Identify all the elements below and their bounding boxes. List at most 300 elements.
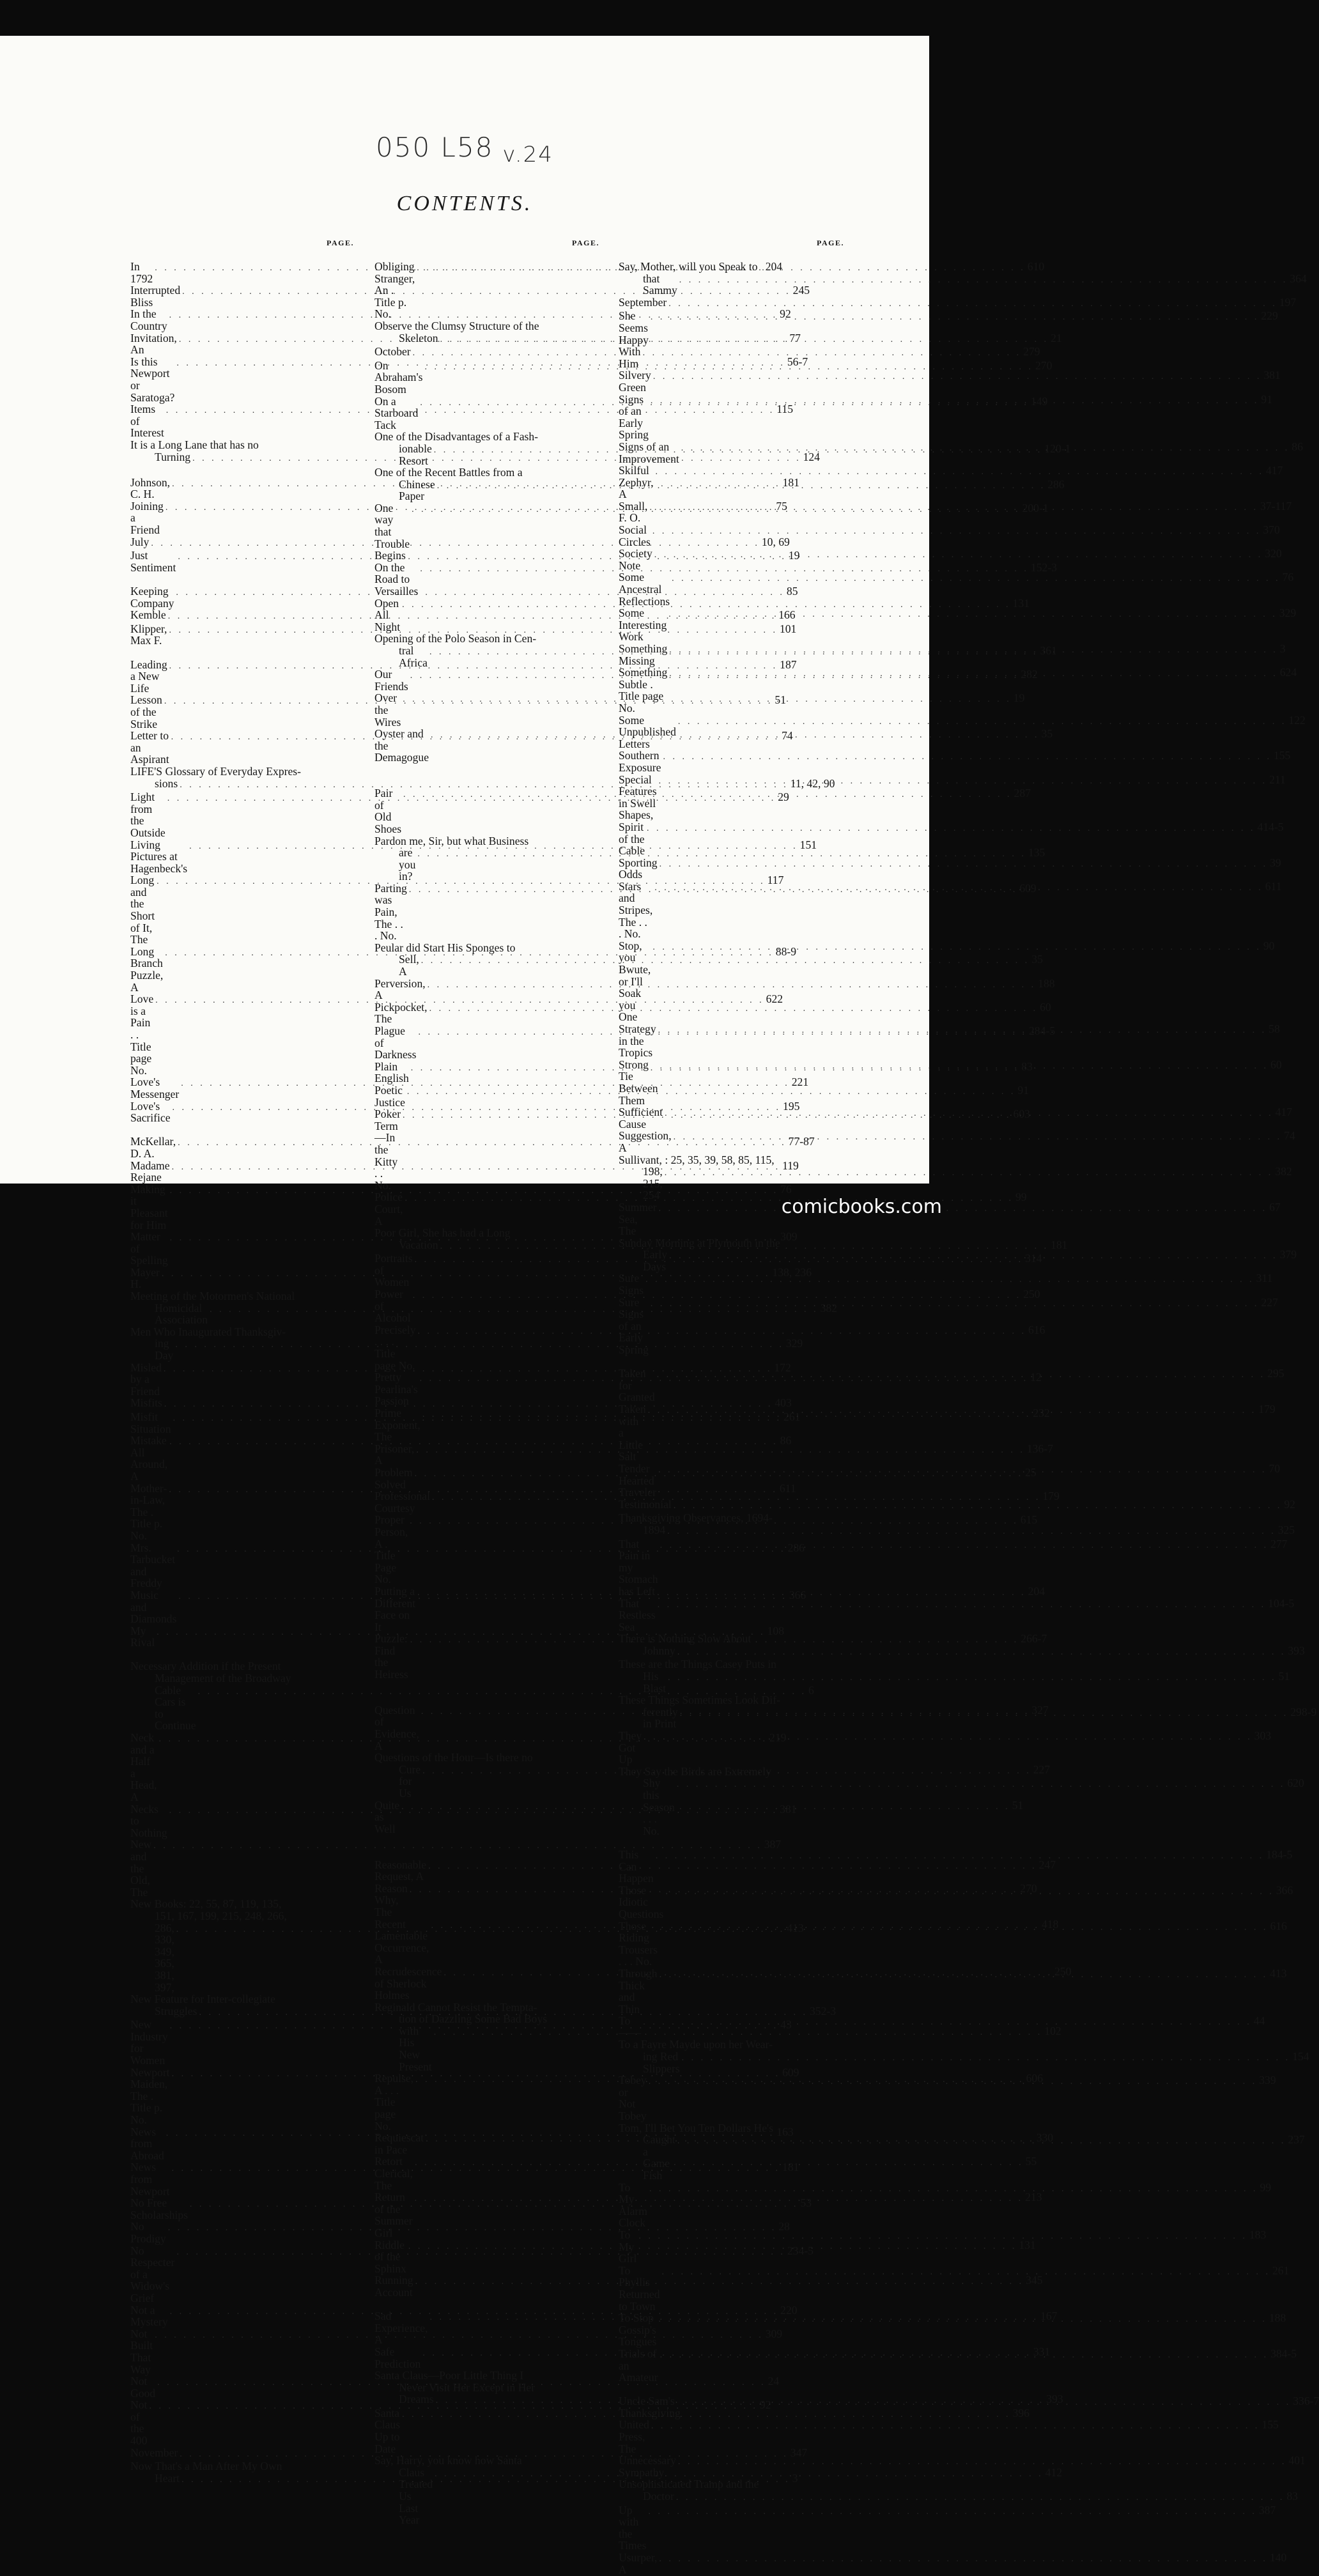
leader-dots <box>660 2350 1269 2362</box>
column-header-page: PAGE. <box>572 238 599 247</box>
entry-title: New and the Old, The <box>130 1838 155 1899</box>
leader-dots <box>667 1526 1276 1538</box>
leader-dots <box>668 1672 1277 1685</box>
entry-title-continued: Struggles <box>155 2004 197 2017</box>
entry-page-number: 413 <box>1270 1966 1287 1980</box>
entry-title: Keeping Company <box>130 585 174 610</box>
entry-page-number: 88-9 <box>775 945 797 958</box>
entry-title: Some Unpublished Letters <box>619 713 679 750</box>
entry-title-continued: tral Africa <box>399 644 428 669</box>
entry-page-number: 229 <box>1261 309 1278 323</box>
entry-line <box>374 431 599 443</box>
entry-line <box>374 953 1043 978</box>
entry-line <box>130 1672 354 1685</box>
entry-page-number: 131 <box>1012 596 1030 610</box>
entry-title-continued: that Sammy <box>643 272 677 297</box>
entry-page-number: 298-9 <box>1290 1705 1317 1718</box>
entry-page-number: 347 <box>790 2446 808 2459</box>
entry-page-number: 6 <box>808 1683 814 1697</box>
entry-page-number: 154 <box>1292 2050 1309 2063</box>
entry-title: To Phyllis Returned to Town <box>619 2264 663 2313</box>
entry-line <box>619 2490 1298 2504</box>
entry-page-number: 99 <box>1015 1191 1027 1204</box>
entry-page-number: 221 <box>791 1076 809 1089</box>
entry-page-number: 234-5 <box>787 2244 814 2257</box>
entry-line <box>374 1227 599 1239</box>
leader-dots <box>638 2231 1247 2243</box>
entry-page-number: 172 <box>774 1361 791 1374</box>
entry-title: Stop, you Bwute, or I'll Soak you One <box>619 939 654 1024</box>
entry-page-number: 70 <box>1269 1462 1281 1475</box>
entry-page-number: 279 <box>1023 345 1040 359</box>
entry-line <box>619 1633 844 1645</box>
entry-title: Poker Term—In the Kitty . . No. <box>374 1107 404 1192</box>
entry-line <box>619 1237 844 1249</box>
contents-entry <box>619 2478 1298 2504</box>
entry-title: These are the Things Casey Puts in <box>619 1658 776 1671</box>
entry-page-number: 266-7 <box>1021 1632 1047 1646</box>
entry-page-number: 287 <box>1014 787 1031 800</box>
entry-page-number: 77 <box>789 331 801 344</box>
entry-page-number: 284-5 <box>1028 1024 1056 1037</box>
entry-title: Love is a Pain . . Title page No. <box>130 992 157 1077</box>
entry-page-number: 320 <box>1265 547 1282 560</box>
entry-line <box>619 272 1307 297</box>
entry-title: Pickpocket, The <box>374 1000 430 1026</box>
entry-page-number: 91 <box>1261 392 1273 406</box>
entry-page-number: 611 <box>1265 879 1282 893</box>
entry-page-number: 181 <box>782 2161 799 2174</box>
entry-title: Skilful Zephyr, A <box>619 464 656 501</box>
entry-page-number: 232 <box>1033 1407 1050 1419</box>
leader-dots <box>660 1540 1269 1552</box>
entry-title: Oyster and the Demagogue <box>374 727 429 764</box>
entry-page-number: 11, 42, 90 <box>790 776 835 790</box>
entry-title: Professional Courtesy <box>374 1490 433 1515</box>
entry-title: Unsophisticated Tramp and the <box>619 2478 759 2491</box>
entry-title: Sad Experience, A <box>374 2310 430 2347</box>
entry-page-number: 67 <box>1269 1200 1281 1214</box>
entry-title: Some Interesting Work <box>619 606 670 644</box>
entry-title: Misled by a Friend <box>130 1361 165 1398</box>
entry-page-number: 183 <box>1249 2228 1267 2241</box>
entry-title: Running Account <box>374 2274 416 2299</box>
entry-line <box>619 1729 1272 1766</box>
entry-line <box>619 2050 1309 2075</box>
entry-title: She Seems Happy With Him <box>619 309 651 370</box>
entry-title: Opening of the Polo Season in Cen- <box>374 632 537 645</box>
entry-page-number: 75 <box>776 499 787 513</box>
entry-title: Portraits of Women <box>374 1252 416 1289</box>
entry-line <box>619 2478 844 2490</box>
entry-line <box>374 2001 599 2014</box>
contents-entry <box>619 1129 1295 1154</box>
section-gap <box>374 2299 599 2311</box>
entry-line <box>619 295 1297 311</box>
entry-line <box>619 606 1297 644</box>
entry-page-number: 624 <box>1279 666 1297 679</box>
entry-page-number: 55 <box>1025 2155 1037 2168</box>
entry-title: Neck and a Half a Head, A <box>130 1731 159 1803</box>
entry-page-number: 188 <box>1038 976 1055 990</box>
entry-page-number: 140 <box>1269 2551 1287 2564</box>
leader-dots <box>658 2314 1267 2326</box>
entry-page-number: 51 <box>775 693 786 707</box>
entry-title: Just Sentiment <box>130 549 176 574</box>
entry-page-number: 76 <box>1282 571 1294 584</box>
entry-title: Prisoner, A <box>374 1442 417 1467</box>
entry-line <box>374 320 599 332</box>
entry-title: New Industry for Women <box>130 2018 171 2067</box>
entry-line <box>619 856 1281 881</box>
entry-title: Puzzle: Find the Heiress <box>374 1632 411 1681</box>
entry-title: Johnson, C. H. <box>130 475 173 501</box>
entry-title: McKellar, D. A. <box>130 1135 179 1160</box>
entry-title: Light from the Outside <box>130 791 166 839</box>
entry-page-number: 270 <box>1020 1881 1037 1895</box>
entry-page-number: 247 <box>1038 1858 1056 1871</box>
leader-dots <box>656 1851 1265 1863</box>
entry-title: Pair of Old Shoes <box>374 787 402 835</box>
entry-title: Safe Prediction <box>374 2345 421 2370</box>
contents-entry <box>374 1442 1053 1467</box>
entry-page-number: 339 <box>1259 2074 1276 2087</box>
leader-dots <box>679 275 1288 287</box>
leader-dots <box>678 2456 1287 2469</box>
entry-page-number: 86 <box>780 1434 792 1447</box>
entry-page-number: 51 <box>1278 1670 1290 1683</box>
entry-title: Question of Evidence, A <box>374 1703 422 1752</box>
entry-title: Prime Exponent, The <box>374 1407 423 1444</box>
entry-page-number: 616 <box>1028 1323 1045 1336</box>
entry-page-number: 120-1 <box>1044 442 1071 455</box>
entry-page-number: 413 <box>787 1921 804 1934</box>
section-gap <box>619 2384 844 2396</box>
contents-entry <box>619 1729 1272 1766</box>
entry-line <box>619 1766 844 1778</box>
entry-title: Tender Hearted Traveler <box>619 1462 657 1499</box>
entry-page-number: 261 <box>783 1410 801 1423</box>
entry-page-number: 311 <box>1256 1272 1273 1285</box>
contents-entry <box>619 749 1291 774</box>
entry-page-number: 74 <box>782 729 793 743</box>
entry-page-number: 92 <box>780 307 791 321</box>
entry-page-number: 187 <box>780 658 797 671</box>
entry-page-number: 345 <box>1026 2274 1043 2287</box>
entry-page-number: 83 <box>1021 1060 1033 1073</box>
entry-title: One of the Recent Battles from a <box>374 466 523 479</box>
entry-line <box>619 1670 1290 1695</box>
entry-page-number: 412 <box>1045 2465 1062 2479</box>
entry-page-number: 92 <box>759 2398 771 2412</box>
entry-title: Up with the Times <box>619 2503 647 2552</box>
entry-title: These Things Sometimes Look Dif- <box>619 1693 780 1707</box>
leader-dots <box>658 1465 1267 1477</box>
section-gap <box>374 776 599 788</box>
entry-title-continued: Cure for Us <box>399 1762 424 1800</box>
entry-title: Social Circles <box>619 523 651 548</box>
contents-entry <box>130 608 796 623</box>
entry-line <box>130 766 354 778</box>
entry-page-number: 277 <box>1270 1537 1288 1550</box>
entry-title-continued: 151, 167, 199, 215, 248, 266, <box>155 1909 287 1922</box>
entry-title: Parting was Pain, The . . . No. <box>374 881 410 943</box>
contents-entry <box>619 2503 1276 2552</box>
entry-page-number: 39 <box>1270 856 1281 869</box>
entry-title: Invitation, An <box>130 331 180 357</box>
entry-title: Poor Girl, She has had a Long <box>374 1226 511 1240</box>
entry-title-continued: ing Red Slippers <box>643 2050 681 2075</box>
entry-line <box>130 1993 354 2005</box>
entry-page-number: 611 <box>779 1481 796 1495</box>
leader-dots <box>649 499 1258 514</box>
leader-dots <box>683 2397 1292 2412</box>
entry-page-number: 295 <box>1267 1367 1284 1380</box>
entry-page-number: 325 <box>1277 1523 1295 1536</box>
entry-title: Precisely . . . . Title page No. <box>374 1323 419 1372</box>
leader-dots <box>669 645 1278 657</box>
entry-title: Sure Signs of an Early Spring <box>619 1295 649 1357</box>
entry-title: Not Built That Way <box>130 2327 156 2376</box>
entry-title: One way that Trouble Begins <box>374 501 413 562</box>
entry-title-continued: ferently in Print <box>643 1705 681 1731</box>
entry-page-number: 35 <box>1041 727 1053 741</box>
entry-page-number: 138, 236 <box>772 1265 812 1279</box>
entry-title: Over the Wires <box>374 691 401 729</box>
entry-title: Say, Mother, will you Speak to <box>619 260 758 273</box>
entry-title: New Feature for Inter-collegiate <box>130 1993 275 2006</box>
entry-line <box>130 1396 792 1411</box>
section-gap <box>374 1835 599 1847</box>
entry-page-number: 381 <box>1263 369 1281 382</box>
entry-page-number: 603 <box>1013 1107 1030 1121</box>
leader-dots <box>653 371 1262 383</box>
entry-page-number: 393 <box>1288 1644 1305 1657</box>
entry-title: Problem Solved <box>374 1465 416 1491</box>
entry-page-number: 136-7 <box>1026 1442 1053 1455</box>
entry-title: Summer Sea, The <box>619 1200 660 1238</box>
entry-title-continued: Turning <box>155 450 191 463</box>
entry-page-number: 370 <box>1263 523 1280 537</box>
entry-title: Recent Lamentable Occurrence, A <box>374 1917 431 1966</box>
entry-page-number: 382 <box>1275 1165 1292 1178</box>
leader-dots <box>660 1061 1269 1073</box>
leader-dots <box>648 1405 1257 1417</box>
entry-page-number: 379 <box>1279 1248 1297 1261</box>
leader-dots <box>651 312 1260 324</box>
entry-title: Kemble <box>130 608 166 622</box>
leader-dots <box>677 1647 1286 1659</box>
entry-page-number: 382 <box>820 1301 837 1315</box>
entry-title-continued: Cable Cars is to Continue <box>155 1683 196 1732</box>
entry-page-number: 29 <box>778 791 789 804</box>
section-gap <box>130 647 354 659</box>
entry-page-number: 204 <box>1028 1584 1045 1598</box>
entry-title: Repulse, A . . . Title page No. <box>374 2072 416 2133</box>
leader-dots <box>649 2184 1258 2196</box>
leader-dots <box>660 1970 1269 1982</box>
entry-page-number: 417 <box>1275 1106 1292 1119</box>
entry-page-number: 184-5 <box>1266 1847 1293 1861</box>
entry-title: Open All Night <box>374 596 401 633</box>
entry-page-number: 197 <box>1279 295 1297 309</box>
entry-title: Signs of an Early Spring <box>619 392 649 442</box>
entry-line <box>130 608 796 623</box>
leader-dots <box>672 573 1281 585</box>
entry-title: Society Note <box>619 547 656 572</box>
entry-line <box>130 1326 354 1338</box>
entry-page-number: 19 <box>1013 691 1025 705</box>
entry-page-number: 83 <box>1286 2490 1298 2503</box>
entry-line <box>619 2503 1276 2552</box>
section-gap <box>130 573 354 585</box>
leader-dots <box>651 1299 1260 1311</box>
leader-dots <box>678 716 1287 729</box>
entry-title: Obliging Stranger, An . Title p. No. <box>374 260 417 321</box>
entry-title: Silvery Green <box>619 369 654 394</box>
entry-title: Strong Tie Between Them <box>619 1058 661 1107</box>
entry-page-number: 366 <box>1276 1883 1293 1897</box>
entry-title: Mistake All Around, A <box>130 1434 170 1483</box>
contents-entry <box>619 1497 1295 1513</box>
leader-dots <box>677 1779 1286 1791</box>
entry-title-continued: ing Day <box>155 1337 174 1362</box>
entry-title: New Books: 22, 55, 87, 119, 135, <box>130 1897 282 1911</box>
entry-title: Thanksgiving Observances, 1694- <box>619 1511 773 1525</box>
entry-line <box>619 1658 844 1670</box>
entry-title: Pretty Pearlina's Passion <box>374 1371 421 1408</box>
entry-title-continued: Caught a Game Fish <box>643 2133 679 2182</box>
entry-page-number: 58 <box>1269 1022 1280 1035</box>
contents-entry <box>619 2551 1287 2576</box>
entry-title: To a Fayre Mayde upon her Wear- <box>619 2038 773 2051</box>
entry-title: Men Who Inaugurated Thanksgiv- <box>130 1325 286 1338</box>
leader-dots <box>658 1025 1267 1037</box>
entry-title: Is this Newport or Saratoga? <box>130 355 175 404</box>
entry-title: To —— <box>619 2014 642 2039</box>
entry-line <box>619 261 844 273</box>
entry-title-continued: His Blast <box>643 1670 667 1695</box>
column-header-page: PAGE. <box>817 238 844 247</box>
entry-title: Spirit of the Cable <box>619 820 647 858</box>
entry-page-number: 384-5 <box>1270 2347 1297 2360</box>
entry-title: Something Missing <box>619 642 670 667</box>
entry-title: Misfit Situation <box>130 1410 171 1435</box>
entry-page-number: 3 <box>1279 642 1286 655</box>
entry-title: Those Riding Trousers . . . No. <box>619 1919 661 1968</box>
leader-dots <box>665 1886 1274 1899</box>
entry-title-continued: 1894 <box>643 1523 666 1536</box>
entry-title: Signs of an Improvement <box>619 440 679 465</box>
entry-page-number: 286 <box>1047 477 1065 491</box>
entry-page-number: 90 <box>1263 939 1275 952</box>
leader-dots <box>674 1500 1283 1513</box>
entry-title: Unnecessary Sympathy <box>619 2454 679 2479</box>
entry-title-continued: 286, 330, 349, 365, 381, 397, <box>155 1921 178 1994</box>
leader-dots <box>680 1708 1289 1720</box>
entry-page-number: 60 <box>1040 1000 1051 1014</box>
entry-title: Love's Messenger <box>130 1076 180 1100</box>
leader-dots <box>665 1108 1274 1120</box>
entry-title: Those Idiotic Questions <box>619 1883 664 1920</box>
contents-entry <box>619 856 1281 881</box>
section-gap <box>619 1837 844 1849</box>
entry-title: Pardon me, Sir, but what Business <box>374 834 529 847</box>
entry-page-number: 117 <box>767 874 784 887</box>
entry-line <box>130 2460 354 2472</box>
entry-title: Necessary Addition if the Present <box>130 1660 281 1673</box>
entry-title-continued: Sell, A <box>399 953 422 978</box>
entry-page-number: 622 <box>766 992 783 1006</box>
entry-title: Plague of Darkness <box>374 1024 417 1061</box>
entry-title: To My Girl <box>619 2228 637 2265</box>
entry-title: Requiescat in Pace <box>374 2131 427 2156</box>
entry-title: Suggestion, A <box>619 1129 674 1154</box>
entry-line <box>130 2220 790 2245</box>
entry-title: Love's Sacrifice <box>130 1099 171 1125</box>
entry-page-number: 610 <box>1027 260 1045 273</box>
entry-line <box>374 1000 1051 1026</box>
entry-page-number: 104-5 <box>1268 1596 1295 1610</box>
entry-title: Tobey or Not Tobey <box>619 2074 650 2123</box>
entry-title: Reasonable Request, A <box>374 1858 429 1883</box>
entry-page-number: 10, 69 <box>761 535 790 548</box>
entry-page-number: 102 <box>1044 2024 1061 2037</box>
entry-page-number: 43 <box>780 2018 792 2032</box>
entry-line <box>130 1898 354 1910</box>
leader-dots <box>681 443 1290 455</box>
entry-title-continued: Management of the Broadway <box>155 1672 291 1685</box>
entry-title: Return of the Summer Girl <box>374 2191 416 2239</box>
entry-page-number: 115 <box>776 403 793 416</box>
entry-page-number: 414-5 <box>1257 820 1284 833</box>
leader-dots <box>659 776 1268 788</box>
handwritten-call-number <box>0 132 929 167</box>
contents-entry <box>130 2220 790 2245</box>
entry-line <box>619 2418 1279 2455</box>
contents-entry <box>619 2418 1279 2455</box>
entry-title: Sullivant, : 25, 35, 39, 58, 85, 115, <box>619 1153 775 1166</box>
entry-page-number: 396 <box>1012 2406 1030 2419</box>
entry-title: Long Branch Puzzle, A <box>130 945 166 994</box>
entry-page-number: 387 <box>1258 2503 1276 2517</box>
entry-title: Small, F. O. <box>619 499 651 525</box>
entry-title-continued: with His New Present <box>399 2024 432 2073</box>
entry-page-number: 179 <box>1042 1490 1060 1503</box>
entry-title: On Abraham's Bosom <box>374 359 426 396</box>
entry-title: They Got Up <box>619 1729 645 1766</box>
entry-line <box>130 439 354 451</box>
entry-title-continued: Homicidal Association <box>155 1301 208 1327</box>
entry-title: Say, Harry, you know how Santa <box>374 2454 522 2467</box>
entry-page-number: 101 <box>779 622 797 635</box>
entry-title: Uncle Sam's Thanksgiving <box>619 2395 681 2419</box>
entry-title: On a Starboard Tack <box>374 394 421 431</box>
entry-page-number: 314 <box>1025 1252 1042 1265</box>
entry-title: Strategy in the Tropics <box>619 1022 660 1060</box>
entry-title-continued: ionable Resort <box>399 442 435 467</box>
entry-title: Through Thick and Thin <box>619 1966 660 2016</box>
entry-page-number: 403 <box>775 1396 792 1410</box>
entry-title-continued: tion of Dazzling Some Bad Boys <box>399 2012 548 2026</box>
entry-page-number: 220 <box>780 2303 798 2317</box>
entry-page-number: 227 <box>1033 1762 1051 1776</box>
leader-dots <box>654 883 1263 895</box>
entry-title: Mayer H. <box>130 1265 163 1291</box>
entry-page-number: 155 <box>1273 749 1291 762</box>
entry-page-number: 227 <box>1261 1295 1278 1309</box>
leader-dots <box>644 1732 1253 1744</box>
